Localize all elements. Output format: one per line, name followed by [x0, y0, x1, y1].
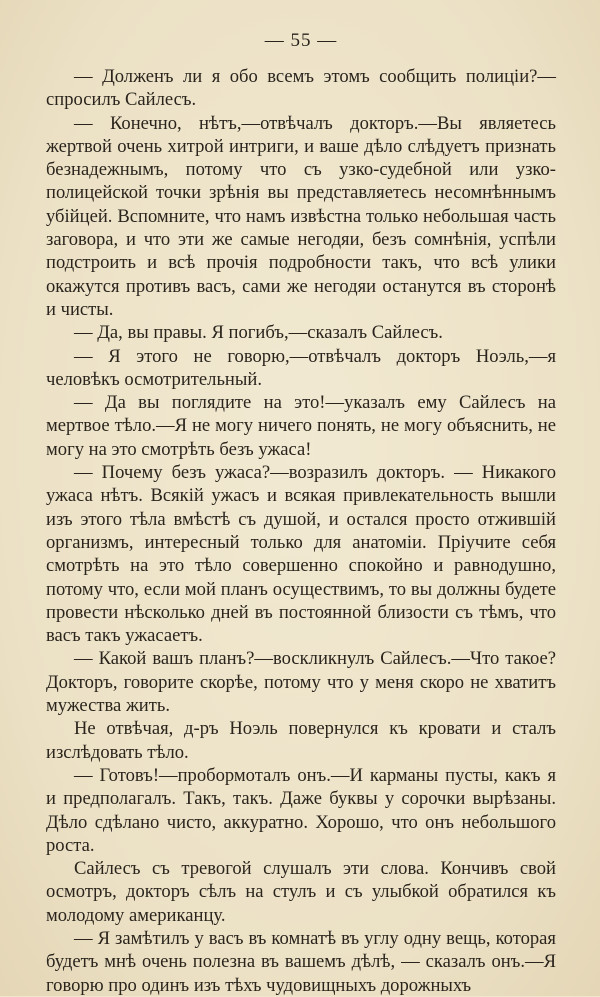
paragraph-5: — Да вы поглядите на это!—указалъ ему Сайлесъ на мертвое тѣло.—Я не могу ничего понять, не могу объяснить, не могу на это смотрѣть безъ ужаса! — [46, 392, 556, 460]
paragraph-4: — Я этого не говорю,—отвѣчалъ докторъ Ноэль,—я человѣкъ осмотрительный. — [46, 345, 556, 390]
page-body — [46, 65, 556, 997]
paragraph-1: — Долженъ ли я обо всемъ этомъ сообщить полиціи?— спросилъ Сайлесъ. — [46, 66, 556, 111]
paragraph-9: — Готовъ!—пробормоталъ онъ.—И карманы пусты, какъ я и предполагалъ. Такъ, такъ. Даже буквы у сорочки вырѣзаны. Дѣло сдѣлано чисто, аккуратно. Хорошо, что онъ небольшого роста. — [46, 764, 556, 856]
paragraph-3: — Да, вы правы. Я погибъ,—сказалъ Сайлесъ. — [74, 322, 443, 344]
paragraph-11: — Я замѣтилъ у васъ въ комнатѣ въ углу одну вещь, которая будетъ мнѣ очень полезна въ вашемъ дѣлѣ, — сказалъ онъ.—Я говорю про одинъ изъ тѣхъ чудовищныхъ дорожныхъ — [46, 927, 556, 996]
paragraph-2: — Конечно, нѣтъ,—отвѣчалъ докторъ.—Вы являетесь жертвой очень хитрой интриги, и ваше дѣло слѣдуетъ признать безнадежнымъ, потому что съ узко-судебной или узко-полицейской точки зрѣнія вы представляетесь несомнѣннымъ убійцей. Вспомните, что намъ извѣстна только небольшая часть заговора, и что эти же самые негодяи, безъ сомнѣнія, успѣли подстроить и всѣ прочія подробности такъ, что всѣ улики окажутся противъ васъ, сами же негодяи останутся въ сторонѣ и чисты. — [46, 112, 556, 320]
paragraph-8: Не отвѣчая, д-ръ Ноэль повернулся къ кровати и сталъ изслѣдовать тѣло. — [46, 718, 556, 763]
page-number: — 55 — — [264, 30, 338, 51]
page-header — [46, 30, 556, 52]
paragraph-10: Сайлесъ съ тревогой слушалъ эти слова. Кончивъ свой осмотръ, докторъ сѣлъ на стулъ и съ улыбкой обратился къ молодому американцу. — [46, 858, 556, 926]
paragraph-6: — Почему безъ ужаса?—возразилъ докторъ. — Никакого ужаса нѣтъ. Всякій ужасъ и всякая привлекательность вышли изъ этого тѣла вмѣстѣ съ душой, и остался просто отжившій организмъ, интересный только для анатоміи. Пріучите себя смотрѣть на это тѣло совершенно спокойно и равнодушно, потому что, если мой планъ осуществимъ, то вы должны будете провести нѣсколько дней въ постоянной близости съ тѣмъ, что васъ такъ ужасаетъ. — [46, 462, 556, 647]
paragraph-7: — Какой вашъ планъ?—воскликнулъ Сайлесъ.—Что такое? Докторъ, говорите скорѣе, потому что у меня скоро не хватитъ мужества жить. — [46, 648, 556, 717]
